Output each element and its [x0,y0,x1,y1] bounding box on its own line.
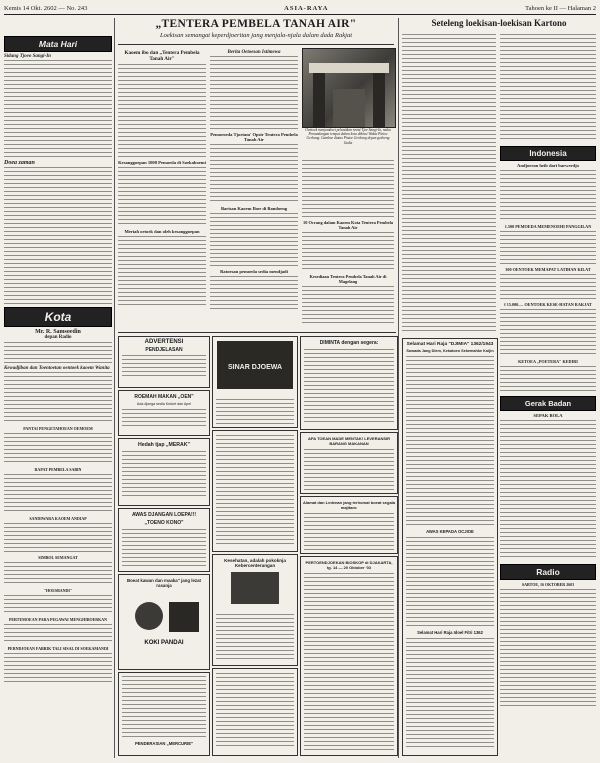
center-col-3 [302,160,394,330]
column-divider [114,18,115,758]
doea-zaman-heading: Doea zaman [4,160,35,166]
roemah-makan-title: ROEMAH MAKAN „OEN" [134,394,194,400]
awas-text [122,529,206,567]
sidang-heading: Sidang Tjoeo Sangi-In [4,54,51,59]
ads-rule [118,332,396,333]
radio-listing [500,589,596,709]
barisan-text [210,213,298,267]
headline-rule [118,44,394,45]
page-number: Tahoen ke II — Halaman 2 [525,4,596,12]
hedah-title: Hedah tjap „MERAK" [137,442,191,448]
awas-title: AWAS DJANGAN LOEPA!!! [131,512,197,518]
publication-name: ASIA-RAYA [284,4,329,12]
meriah-heading: Meriah oetoek dan oleh kesanggoepan [124,229,200,234]
kesanggoepan-heading: Kesanggoepan 1000 Pemoeda di Soekaboemi [118,160,206,165]
koki-figure [135,602,163,630]
salam-title: Selamat Hari Raja Idoel Fitri 1362 [417,630,483,635]
right-col-2 [500,34,596,754]
ratoes-heading: f 15.000.— OENTOEK KESE-HATAN RAKJAT [504,302,592,307]
alamat-text [304,513,394,553]
koki-plate [169,602,199,632]
berita-heading: Berita Oetoesan Istimewa [227,50,281,55]
selamat-text-2 [406,537,494,627]
kesanggoepan-text [118,167,206,227]
pantai-text [4,433,112,465]
mid-ad-4 [212,668,298,756]
rapat-text [4,474,112,514]
mercurie-ad [118,672,210,756]
mid-ad-2 [212,430,298,552]
diminta-ad [300,336,398,430]
sidang-text [4,60,112,158]
wanita-text [4,372,112,424]
alamat-title: Alamat dan Ledenan jang terhomat boeat segala majitam: [302,500,396,510]
meriah-text [118,236,206,306]
ketoeh-text [500,274,596,300]
ratoesan-heading: Ratoesan pemoeda sedia mendjadi [220,269,288,274]
kaoem-ibo-text [118,64,206,158]
doea-zaman-text [4,167,112,305]
center-col-2 [210,48,298,328]
main-headline-block [118,18,394,39]
gate-banner [309,63,389,73]
diminta-title: DIMINTA dengan segera: [319,340,379,346]
gate-opening [333,89,365,127]
apa-ad [300,432,398,494]
gateway-illustration [303,49,395,127]
alamat-ad [300,496,398,554]
kartono-headline: Seteleng loekisan-loekisan Kartono [431,18,567,28]
asama-title: AWAS KEPADA OCJIOE [426,529,474,534]
kartono-text-2 [500,34,596,142]
main-subhead: Loekisan semangat keperdjoeritan jang menjala-njala dalam dada Rakjat [159,32,353,39]
toeno-title: „TOENO KONO" [144,520,184,526]
left-column [4,18,112,758]
center-col-1 [118,48,206,328]
pendjelasan-title: PENDJELASAN [145,347,183,353]
keoehanan-title: Kesehatan, adalah pokoknja Kebercenterangan [224,558,286,568]
apa-text [304,449,394,491]
bioskop-listing [300,556,398,756]
pemoeda-1500-heading: 1.500 PEMOEDA MEMENOEHI PANGGILAN [504,224,592,229]
barisan-heading: Barisan Kaoem Iboe di Bandoeng [220,206,288,211]
gerak-banner: Gerak Badan [500,396,596,411]
diminta-text [304,349,394,425]
selamat-text-3 [406,638,494,748]
roemah-makan-sub: Ada djoega sedia Kroket dan Apel [136,402,192,406]
awas-ad [118,508,210,572]
radio-banner: Radio [500,564,596,580]
keoehanan-illustration [213,568,297,608]
ketoela-text [500,366,596,392]
sinar-banner [213,337,297,393]
right-col-1 [402,34,496,334]
kota-person: Mr. R. Samsoedin [35,329,81,335]
keoehanan-image [231,572,279,604]
ketoeh-heading: 300 OENTOEK MEMAPAT LATIHAN KILAT [505,267,591,272]
koki-illustration [119,588,209,648]
koki-label: KOKI PANDAI [144,640,184,646]
berita-text [210,56,298,130]
boeat-title: Boeat kawan dan maaka" jang lezat rasanja [126,578,202,588]
mercurie-text [122,676,206,738]
pertemoean-heading: PERTEMOEAN PARA PEGAWAI MENGHIBOERKAN [8,617,108,622]
sandiwara-heading: SANDIWARA KAOEM ANDIAP [29,516,87,521]
kota-person-sub: depan Radio [44,335,72,340]
radio-date: SABTOE, 16 OKTOBER 2603 [521,582,575,587]
selamat-text-1 [406,356,494,526]
kartini-heading: SIMBOL SEMANGAT [38,555,78,560]
rapat-heading: RAPAT PEMBELA SABIN [34,467,82,472]
photo-caption: Oentoek menjamboet pelantikan resmi Tjoe Sangi-In, maka Pemandangan tempat dalam kota dihiasi Wakiu Pintoe Gerbang. Gambar diatas Pintoe Gerbang depan gedoeng Gadis [305,128,391,145]
pemoeda-heading: Pemoeoeda Tjoetam' Opsir Tentera Pembela Tanah Air [210,132,298,142]
sinar-ad [212,336,298,428]
page-header [4,2,596,14]
kota-banner: Kota [4,307,112,327]
oranng-text [302,232,394,272]
issue-date: Kemis 14 Okt. 2602 — No. 243 [4,4,88,12]
indonesia-banner: Indonesia [500,146,596,161]
kartono-text [402,34,496,334]
selamat-title: Selamat Hari Raja "DJIMIA" 1362/1943 [406,342,494,347]
ketoela-heading: KETOEA „POETERA" KEDIRI [518,359,578,364]
kaoem-ibo-heading: Kaoem ibo dan „Tentera Pembela Tanah Air" [124,50,200,62]
pabrik-heading: PERNDJOEAN FABRIK TALI SISAL DI SOEKAMANDI [7,646,109,651]
oranng-heading: 10 Ocrang dalam Kaoem Kota Tentera Pembela Tanah Air [303,220,393,230]
andjoeran-text [500,170,596,222]
gate-pillar-left [313,69,325,127]
hoesbandi-text [4,595,112,615]
ratoes-text [500,309,596,357]
pantai-heading: PANTAI PENGETAHOEAN OEMOEM [23,426,93,431]
roemah-makan-ad [118,390,210,436]
andjoeran-heading: Andjoeran heib dari barwerdjo [517,163,579,168]
kesediaan-text [302,286,394,326]
header-rule [4,14,596,15]
sinar-label: SINAR DJOEWA [227,364,283,371]
sinar-text [216,399,294,425]
keoehanan-ad [212,554,298,666]
gate-pillar-right [373,69,385,127]
hedah-ad [118,438,210,506]
bioskop-text [304,573,394,753]
pemoeda-text [210,144,298,204]
roemah-makan-text [122,409,206,427]
main-headline: „TENTERA PEMBELA TANAH AIR" [155,18,357,30]
apa-title: APA TOEAN MADE MENTAK! LEVERANSIR BARANG MAKANAN [307,436,391,446]
bioskop-title: PERTOENDJOEKAN BIOSKOP di DJAKARTA, tg. 14 — 20 Oktober '03 [305,560,393,570]
kota-text-1 [4,342,112,364]
mata-hari-banner: Mata Hari [4,36,112,52]
keoehanan-text [216,614,294,662]
gateway-photo [302,48,396,128]
wanita-heading: Kewadjiban dan Toentoetan oentoek kaoem Wanita [4,366,110,371]
advertensi-title: ADVERTENSI [144,339,184,345]
pabrik-text [4,653,112,683]
caption-article-text [302,160,394,218]
mid-ad-2-text [216,435,294,545]
sepak-heading: SEPAK BOLA [533,413,563,418]
sandiwara-text [4,523,112,553]
right-top-block [402,18,596,28]
mid-ad-4-text [216,673,294,749]
ratoesan-text [210,276,298,312]
kesediaan-heading: Kesediaan Tentera Pembela Tanah Air di Magelang [309,274,387,284]
sowada-title: Sowada Jang Dlem, Kekatoen Sekemahke Koijin [406,349,494,353]
sepak-text [500,420,596,560]
pertemoean-text [4,624,112,644]
mercurie-title: PENDERASIAN „MERCURIE" [134,741,194,746]
hoesbandi-heading: "HOESBANDI" [43,588,73,593]
pemoeda-1500-text [500,231,596,265]
kartini-text [4,562,112,586]
boeat-ad [118,574,210,670]
right-divider [398,18,399,758]
advertensi-text [122,355,206,379]
advertensi-box [118,336,210,388]
hedah-text [122,451,206,499]
selamat-listing [402,338,498,756]
